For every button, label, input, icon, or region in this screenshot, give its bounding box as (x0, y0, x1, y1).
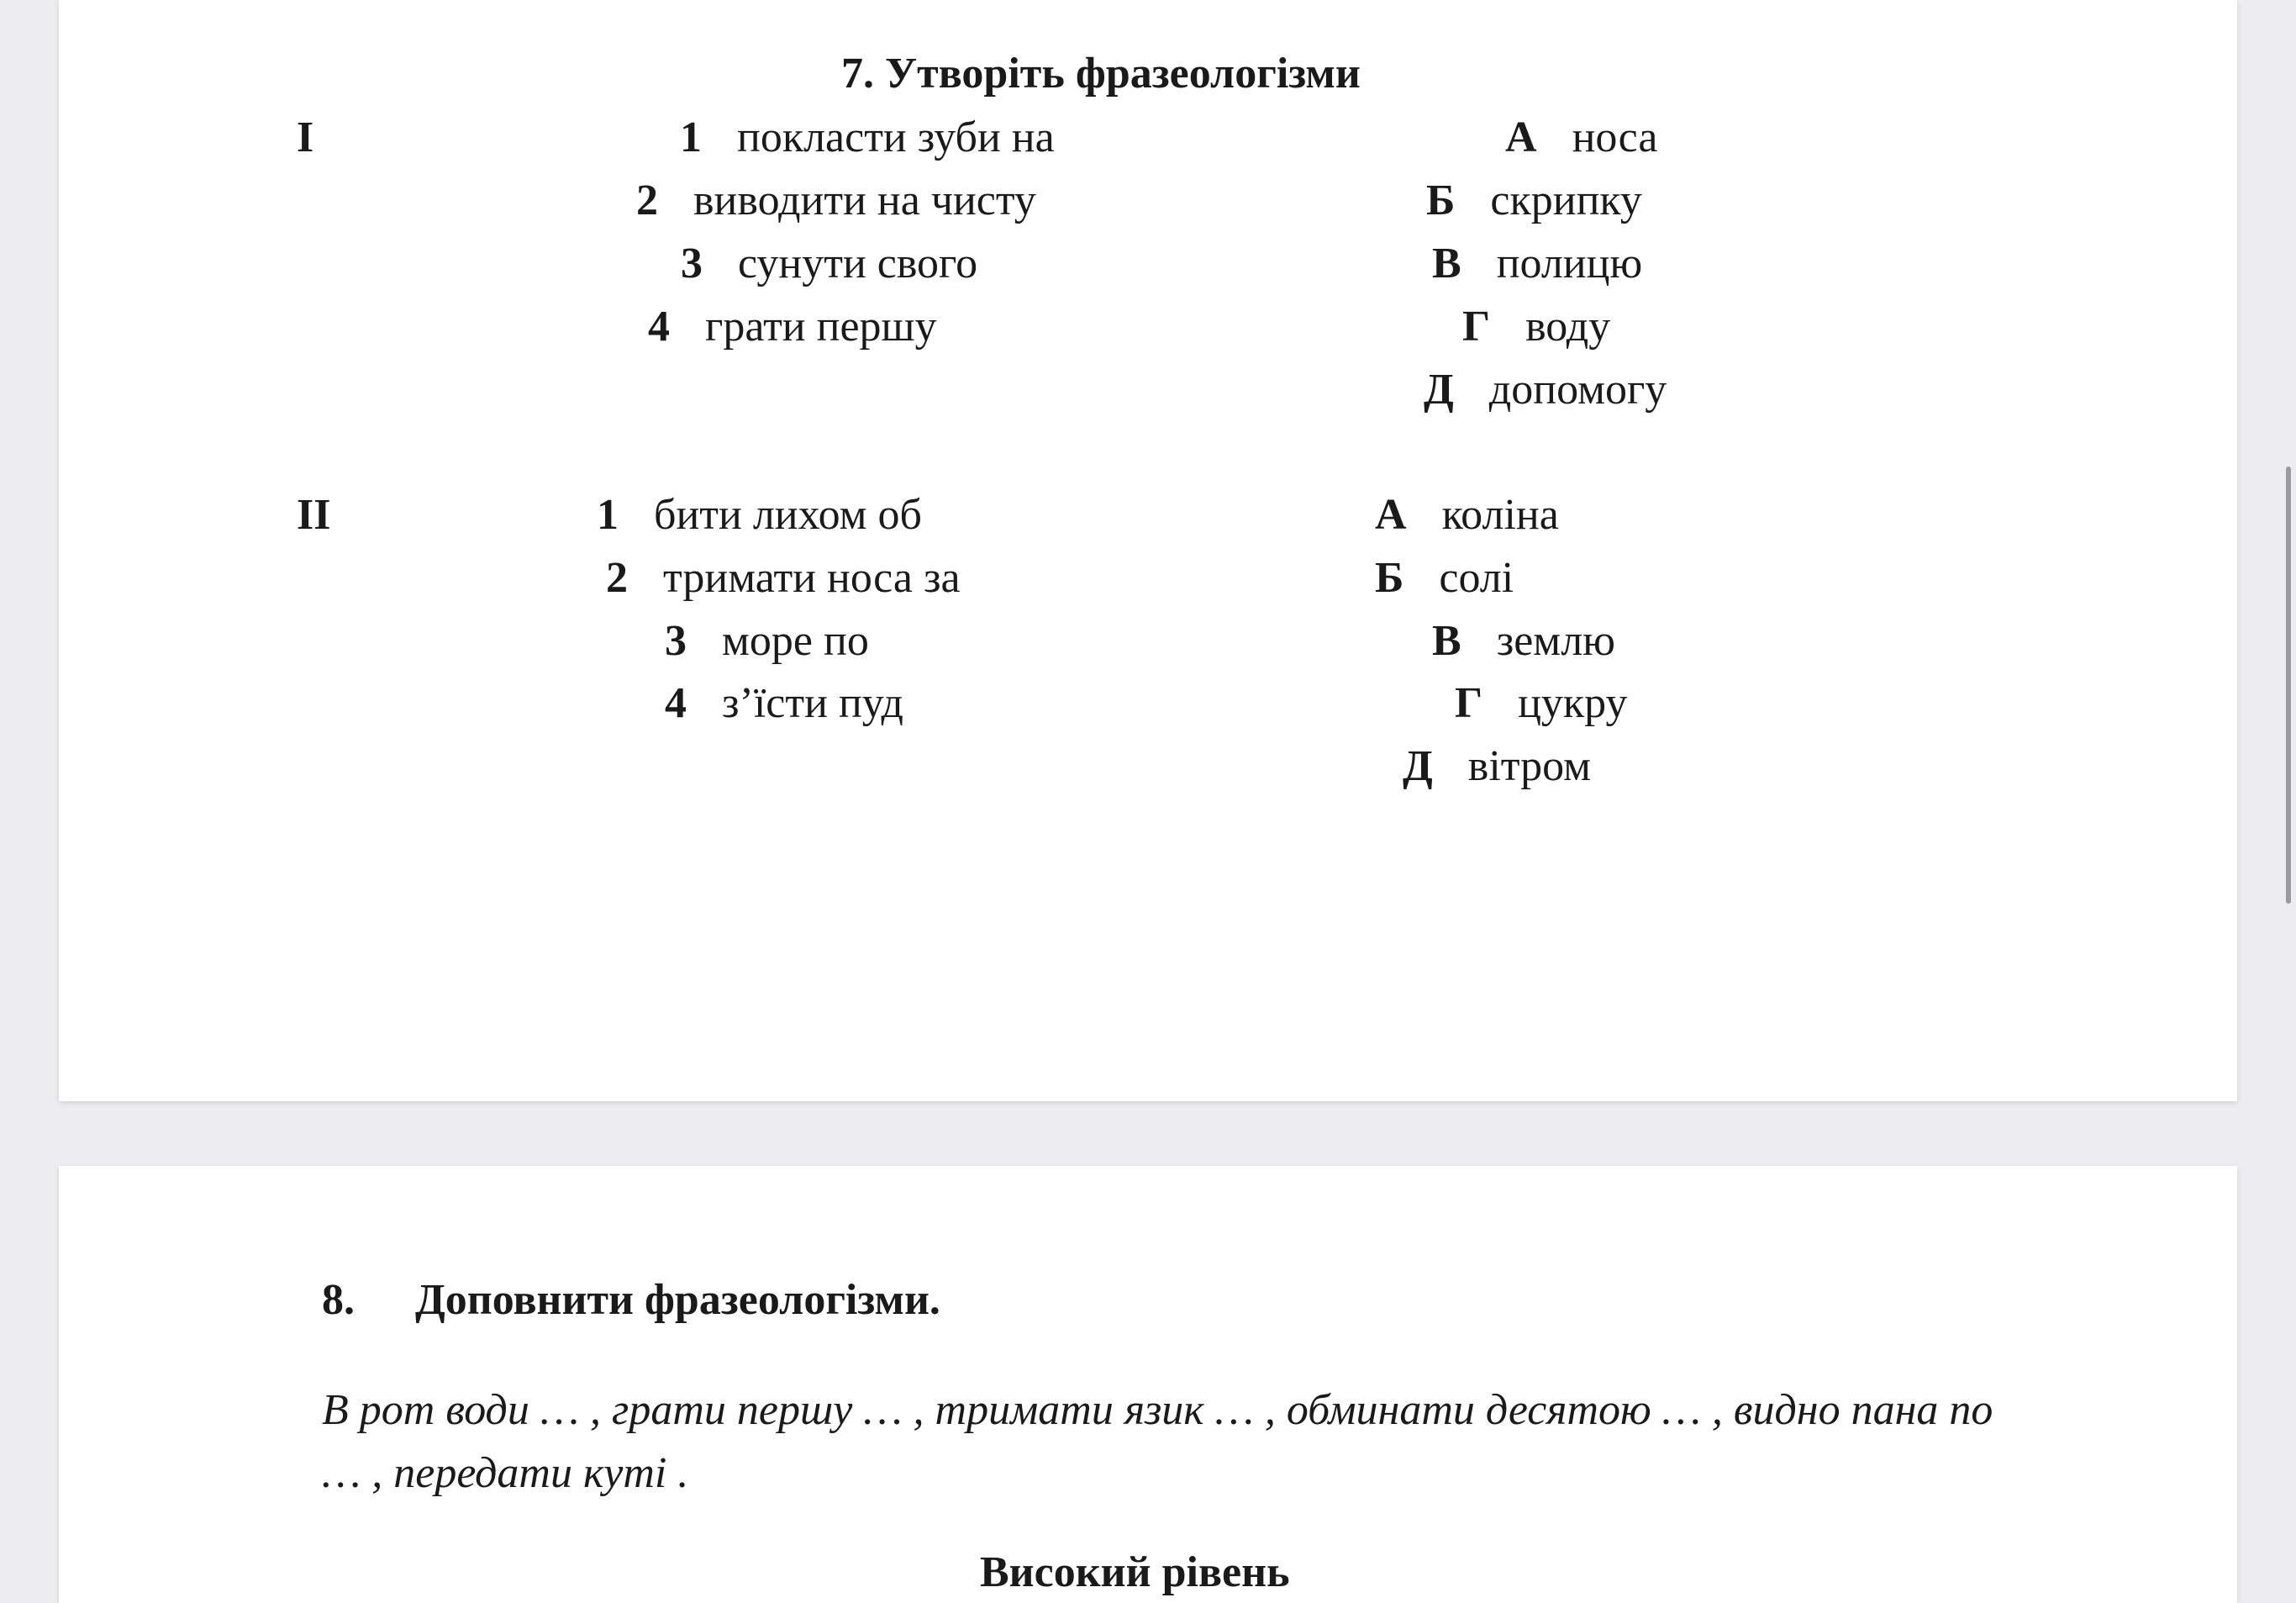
group-2-right-item-d (1403, 742, 1592, 790)
item-number: 4 (665, 679, 687, 727)
item-letter: В (1432, 240, 1461, 287)
item-text: бити лихом об (654, 491, 923, 539)
task8-text: В рот води … , грати першу … , тримати язик … , обминати десятою … , видно пана по … , передати куті . (322, 1386, 1993, 1497)
group-2-left-item-4 (665, 679, 903, 727)
group-1-right-item-d (1424, 368, 1667, 412)
item-text: грати першу (705, 303, 937, 351)
item-text: цукру (1518, 679, 1628, 727)
group-1-right-item-v (1432, 242, 1642, 286)
task8-number: 8. (322, 1276, 355, 1324)
item-letter: В (1432, 617, 1461, 665)
item-text: воду (1525, 303, 1611, 351)
item-text: солі (1439, 554, 1514, 602)
group-1-right-item-b (1426, 179, 1642, 223)
group-2-right-item-a (1375, 493, 1559, 537)
next-section-heading: Високий рівень (980, 1548, 1290, 1596)
item-text: скрипку (1490, 177, 1642, 224)
item-text: море по (722, 617, 869, 665)
item-number: 2 (606, 554, 628, 602)
item-text: носа (1572, 113, 1658, 161)
group-2-left-item-2 (606, 556, 961, 600)
item-text: вітром (1467, 742, 1592, 790)
item-number: 3 (665, 617, 687, 665)
group-2-left-item-3 (665, 617, 869, 665)
group-1-left-item-1 (680, 113, 1055, 161)
item-letter: Б (1375, 554, 1404, 602)
item-text: землю (1496, 617, 1616, 665)
group-1-left-item-3 (681, 242, 977, 286)
group-2-right-item-b (1375, 556, 1514, 600)
group-2-right-item-v (1432, 617, 1616, 665)
item-letter: Д (1424, 366, 1454, 414)
item-letter: А (1505, 113, 1537, 161)
item-letter: Б (1426, 177, 1456, 224)
item-text: з’їсти пуд (722, 679, 903, 727)
item-letter: Д (1403, 742, 1433, 790)
document-page-2 (59, 1166, 2237, 1603)
item-text: покласти зуби на (737, 113, 1055, 161)
group-1-right-item-h (1462, 305, 1610, 349)
item-letter: Г (1462, 303, 1491, 351)
item-text: тримати носа за (663, 554, 961, 602)
group-1-right-item-a (1505, 113, 1658, 161)
task7-title: 7. Утворіть фразеологізми (841, 50, 1361, 98)
group-2-left-item-1 (597, 493, 922, 537)
item-text: виводити на чисту (693, 177, 1036, 224)
item-number: 1 (597, 491, 619, 539)
scrollbar-thumb[interactable] (2286, 467, 2291, 904)
group-2-roman: II (297, 491, 331, 539)
item-number: 1 (680, 113, 702, 161)
task8-title: Доповнити фразеологізми. (415, 1276, 940, 1324)
item-letter: Г (1455, 679, 1483, 727)
item-number: 3 (681, 240, 703, 287)
item-number: 2 (636, 177, 658, 224)
group-1-roman: I (297, 113, 314, 161)
document-page-1 (59, 0, 2237, 1101)
item-text: допомогу (1488, 366, 1667, 414)
group-2-right-item-h (1455, 679, 1628, 727)
item-text: коліна (1441, 491, 1559, 539)
group-1-left-item-4 (648, 305, 937, 349)
group-1-left-item-2 (636, 179, 1036, 223)
item-text: сунути свого (738, 240, 978, 287)
item-number: 4 (648, 303, 670, 351)
item-letter: А (1375, 491, 1407, 539)
item-text: полицю (1496, 240, 1643, 287)
